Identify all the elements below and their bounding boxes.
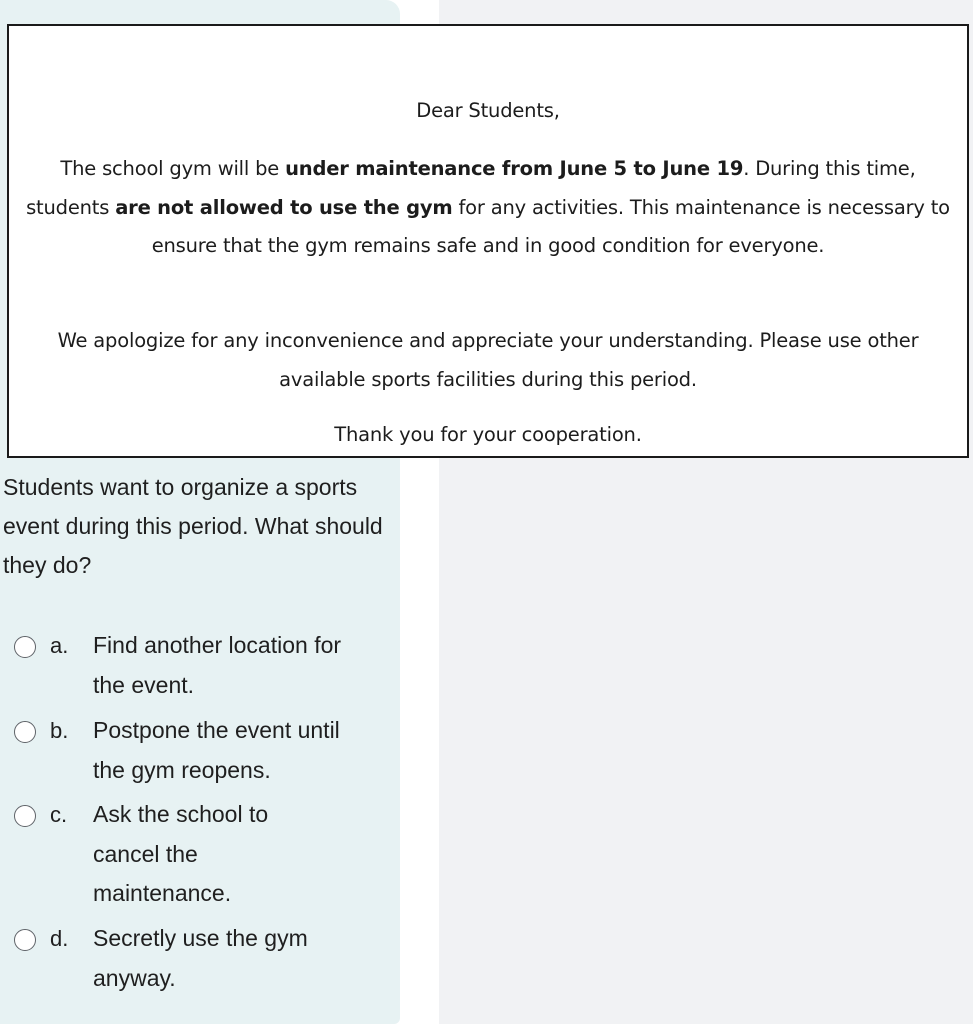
option-b-radio[interactable] bbox=[14, 721, 36, 743]
notice-p1-bold-2: are not allowed to use the gym bbox=[115, 195, 453, 219]
option-a-text[interactable]: Find another location for the event. bbox=[93, 632, 342, 698]
option-a-letter: a. bbox=[50, 633, 69, 658]
option-a-radio[interactable] bbox=[14, 636, 36, 658]
option-d-text[interactable]: Secretly use the gym anyway. bbox=[93, 925, 308, 991]
notice-p1-text-2: . During this time, students bbox=[26, 157, 916, 219]
notice-p1-text-1: The school gym will be bbox=[60, 157, 286, 180]
notice-image bbox=[7, 24, 969, 458]
question-text: Students want to organize a sports event during this period. What should they do? bbox=[3, 474, 383, 578]
option-d-letter: d. bbox=[50, 926, 69, 951]
notice-paragraph-1 bbox=[23, 150, 953, 266]
option-c-text[interactable]: Ask the school to cancel the maintenance. bbox=[93, 801, 269, 906]
notice-thanks: Thank you for your cooperation. bbox=[334, 423, 642, 446]
notice-p1-bold-1: under maintenance from June 5 to June 19 bbox=[285, 157, 744, 180]
option-b-letter: b. bbox=[50, 718, 69, 743]
option-b-text[interactable]: Postpone the event until the gym reopens. bbox=[93, 717, 340, 783]
notice-p1-text-3: for any activities. This maintenance is necessary to ensure that the gym remains safe and in good condition for everyone. bbox=[151, 195, 950, 258]
notice-greeting: Dear Students, bbox=[416, 99, 560, 122]
notice-paragraph-2: We apologize for any inconvenience and appreciate your understanding. Please use other available sports facilities during this period. bbox=[57, 329, 919, 391]
option-c-letter: c. bbox=[50, 802, 68, 827]
option-d-radio[interactable] bbox=[14, 929, 36, 951]
option-c-radio[interactable] bbox=[14, 805, 36, 827]
